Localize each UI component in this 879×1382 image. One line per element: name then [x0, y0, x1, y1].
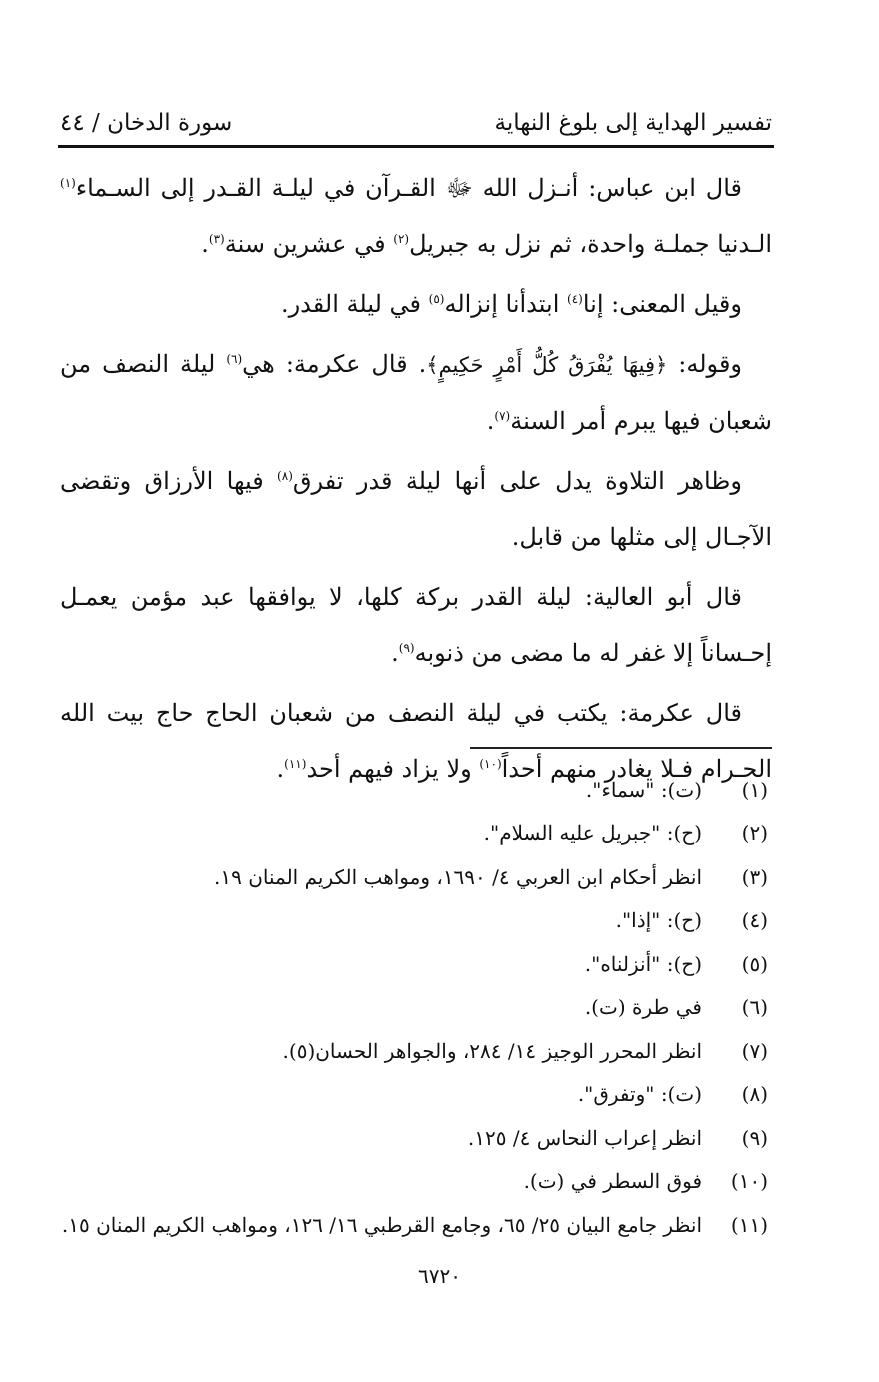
footnote — [60, 1160, 772, 1204]
footnote — [60, 768, 772, 812]
text-run: قال عكرمة: يكتب في ليلة النصف من شعبان الحاج حاج بيت الله الحـرام فـلا يغادر منهم أحداً — [60, 699, 772, 783]
footnote-number: (٣) — [741, 864, 768, 889]
text-run: قال ابن عباس: أنـزل الله ﷻ القـرآن في ليلـة القـدر إلى السـماء — [75, 174, 742, 202]
footnote-text: (ح): "جبريل عليه السلام". — [483, 821, 702, 846]
footnote-separator — [470, 747, 772, 749]
footnote-number: (١١) — [730, 1212, 768, 1237]
text-run: . — [276, 755, 285, 783]
footnote-number: (٧) — [741, 1038, 768, 1063]
footnote-number: (٤) — [741, 908, 768, 933]
footnote-text: (ح): "أنزلناه". — [584, 951, 702, 976]
footnote-ref: (٥) — [428, 292, 445, 306]
page-number: ٦٧٢٠ — [418, 1264, 461, 1288]
footnote-text: (ت): "سماء". — [585, 777, 702, 802]
footnote — [60, 899, 772, 943]
text-run: ولا يزاد فيهم أحد — [306, 755, 480, 783]
quran-verse: ﴿فِيهَا يُفْرَقُ كُلُّ أَمْرٍ حَكِيمٍ﴾ — [426, 353, 668, 377]
footnote-number: (١) — [741, 777, 768, 802]
footnote-text: في طرة (ت). — [584, 995, 702, 1020]
paragraph — [60, 569, 772, 681]
footnote-ref: (١٠) — [479, 757, 502, 771]
footnote-number: (١٠) — [730, 1169, 768, 1194]
footnote-ref: (١) — [60, 176, 76, 190]
text-run: وقوله: — [667, 350, 743, 378]
text-run: فيها الأرزاق وتقضى الآجـال إلى مثلها من قابل. — [60, 467, 772, 551]
footnote-number: (٩) — [741, 1125, 768, 1150]
footnote-number: (٦) — [741, 995, 768, 1020]
paragraph — [60, 276, 772, 332]
text-run: . — [486, 407, 495, 435]
footnote-number: (٨) — [741, 1082, 768, 1107]
footnote — [60, 1029, 772, 1073]
main-text — [60, 160, 772, 801]
header-rule — [58, 145, 774, 148]
text-run: قال أبو العالية: ليلة القدر بركة كلها، لا يوافقها عبد مؤمن يعمـل إحـساناً إلا غفر له ما مضى من ذنوبه — [60, 583, 772, 667]
text-run: في ليلة القدر. — [280, 290, 429, 318]
text-run: وظاهر التلاوة يدل على أنها ليلة قدر تفرق — [292, 467, 742, 495]
footnote — [60, 812, 772, 856]
text-run: ليلة النصف من شعبان فيها يبرم أمر السنة — [60, 350, 772, 435]
footnote — [60, 942, 772, 986]
footnote-ref: (٣) — [208, 232, 225, 246]
footnote-text: انظر جامع البيان ٢٥/ ٦٥، وجامع القرطبي ١٦/ ١٢٦، ومواهب الكريم المنان ١٥. — [61, 1212, 702, 1237]
footnote-ref: (٨) — [277, 469, 293, 483]
footnote-text: انظر أحكام ابن العربي ٤/ ١٦٩٠، ومواهب الكريم المنان ١٩. — [214, 864, 702, 889]
footnote-number: (٢) — [741, 821, 768, 846]
footnote — [60, 986, 772, 1030]
text-run: . — [201, 230, 209, 258]
footnote-ref: (٢) — [393, 232, 410, 246]
footnote — [60, 1116, 772, 1160]
footnote-ref: (٤) — [567, 292, 583, 306]
footnote-text: (ت): "وتفرق". — [577, 1082, 702, 1107]
paragraph — [60, 453, 772, 565]
footnote-text: انظر المحرر الوجيز ١٤/ ٢٨٤، والجواهر الحسان(٥). — [282, 1038, 702, 1063]
footnote-ref: (٦) — [226, 352, 243, 366]
footnote-ref: (٩) — [398, 641, 415, 655]
paragraph — [60, 160, 772, 272]
footnote-ref: (٧) — [494, 409, 511, 423]
footnote-number: (٥) — [741, 951, 768, 976]
surah-label: سورة الدخان / ٤٤ — [60, 110, 233, 136]
text-run: . قال عكرمة: هي — [242, 350, 427, 378]
footnote-text: (ح): "إذا". — [615, 908, 702, 933]
footnote-ref: (١١) — [284, 757, 307, 771]
running-header — [60, 96, 772, 136]
footnote — [60, 1073, 772, 1117]
footnote — [60, 1203, 772, 1247]
text-run: . — [391, 639, 399, 667]
text-run: في عشرين سنة — [224, 230, 394, 258]
text-run: وقيل المعنى: إنا — [582, 290, 742, 318]
book-title: تفسير الهداية إلى بلوغ النهاية — [494, 110, 772, 136]
footnote-text: انظر إعراب النحاس ٤/ ١٢٥. — [467, 1125, 702, 1150]
footnote — [60, 855, 772, 899]
footnote-text: فوق السطر في (ت). — [523, 1169, 702, 1194]
text-run: الـدنيا جملـة واحدة، ثم نزل به جبريل — [409, 230, 772, 258]
footnotes — [60, 768, 772, 1247]
text-run: ابتدأنا إنزاله — [444, 290, 567, 318]
paragraph — [60, 336, 772, 449]
